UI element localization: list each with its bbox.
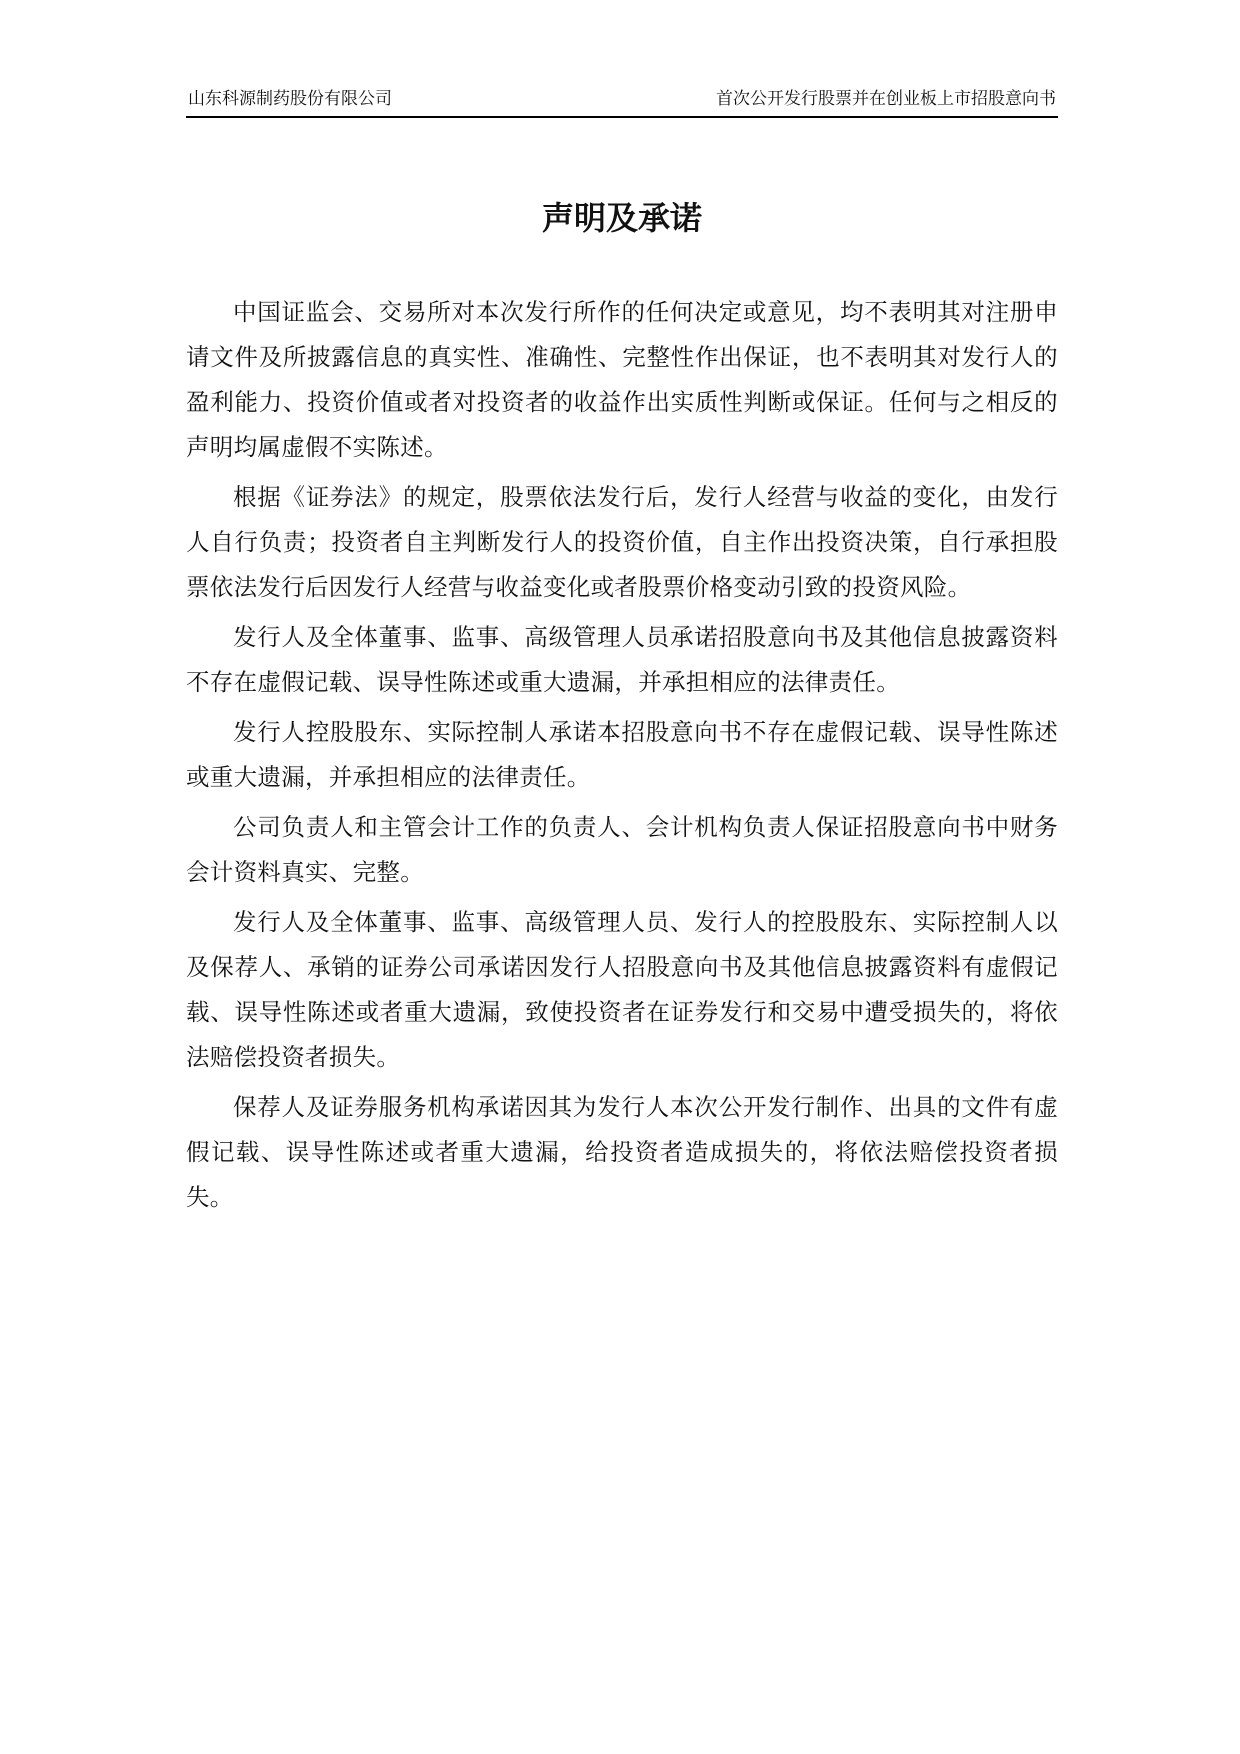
paragraph: 中国证监会、交易所对本次发行所作的任何决定或意见，均不表明其对注册申请文件及所披露信息的真实性、准确性、完整性作出保证，也不表明其对发行人的盈利能力、投资价值或者对投资者的收益作出实质性判断或保证。任何与之相反的声明均属虚假不实陈述。 <box>186 298 1058 461</box>
header-company-name: 山东科源制药股份有限公司 <box>188 89 392 109</box>
page-title: 声明及承诺 <box>541 199 702 237</box>
paragraph: 发行人控股股东、实际控制人承诺本招股意向书不存在虚假记载、误导性陈述或重大遗漏，并承担相应的法律责任。 <box>186 718 1058 791</box>
paragraph: 保荐人及证券服务机构承诺因其为发行人本次公开发行制作、出具的文件有虚假记载、误导性陈述或者重大遗漏，给投资者造成损失的，将依法赔偿投资者损失。 <box>186 1093 1058 1211</box>
page-header <box>186 86 1058 118</box>
paragraph: 公司负责人和主管会计工作的负责人、会计机构负责人保证招股意向书中财务会计资料真实、完整。 <box>186 813 1058 886</box>
paragraph: 根据《证券法》的规定，股票依法发行后，发行人经营与收益的变化，由发行人自行负责；投资者自主判断发行人的投资价值，自主作出投资决策，自行承担股票依法发行后因发行人经营与收益变化或者股票价格变动引致的投资风险。 <box>186 483 1058 601</box>
header-document-name: 首次公开发行股票并在创业板上市招股意向书 <box>716 89 1056 109</box>
paragraph: 发行人及全体董事、监事、高级管理人员承诺招股意向书及其他信息披露资料不存在虚假记载、误导性陈述或重大遗漏，并承担相应的法律责任。 <box>186 623 1058 696</box>
paragraph: 发行人及全体董事、监事、高级管理人员、发行人的控股股东、实际控制人以及保荐人、承销的证券公司承诺因发行人招股意向书及其他信息披露资料有虚假记载、误导性陈述或者重大遗漏，致使投资者在证券发行和交易中遭受损失的，将依法赔偿投资者损失。 <box>186 908 1058 1071</box>
document-body <box>186 290 1058 1225</box>
